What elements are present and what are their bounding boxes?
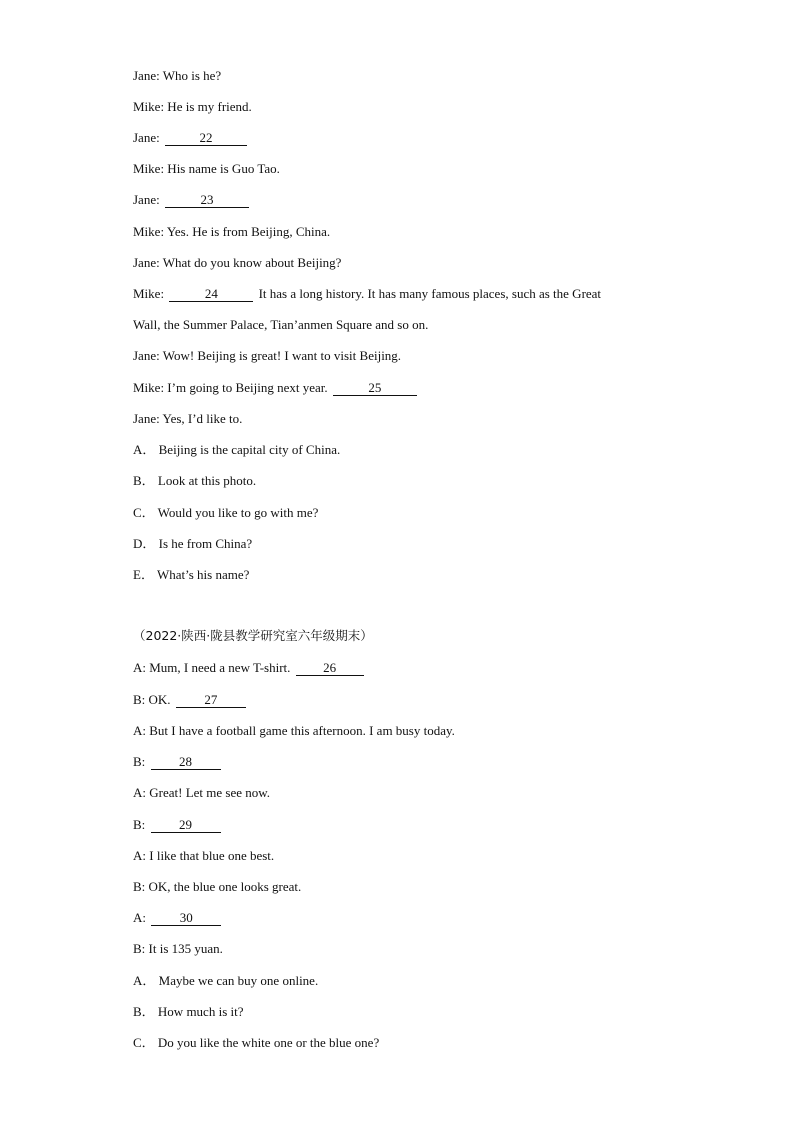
option-c: C． Would you like to go with me? (133, 505, 319, 520)
dialogue-line: Jane: Wow! Beijing is great! I want to visit Beijing. (133, 348, 402, 363)
option-b: B． How much is it? (133, 1004, 244, 1019)
answer-blank-23[interactable]: 23 (165, 193, 249, 208)
dialogue-line: B: It is 135 yuan. (133, 941, 223, 956)
speaker-label: A: (133, 910, 146, 925)
dialogue-line: Jane: What do you know about Beijing? (133, 255, 342, 270)
dialogue-line: Jane: Yes, I’d like to. (133, 411, 243, 426)
dialogue-line: Mike: Yes. He is from Beijing, China. (133, 224, 331, 239)
dialogue-text: It has a long history. It has many famous places, such as the Great (258, 286, 602, 301)
option-b: B． Look at this photo. (133, 473, 257, 488)
answer-blank-30[interactable]: 30 (151, 911, 221, 926)
option-a: A． Maybe we can buy one online. (133, 973, 319, 988)
dialogue-line: A: But I have a football game this afternoon. I am busy today. (133, 723, 455, 738)
answer-blank-25[interactable]: 25 (333, 381, 417, 396)
speaker-label: Mike: (133, 286, 165, 301)
answer-blank-29[interactable]: 29 (151, 818, 221, 833)
speaker-label: B: (133, 817, 146, 832)
dialogue-line: B: OK, the blue one looks great. (133, 879, 302, 894)
answer-blank-26[interactable]: 26 (296, 661, 364, 676)
answer-blank-22[interactable]: 22 (165, 131, 247, 146)
dialogue-line: Jane: Who is he? (133, 68, 222, 83)
dialogue-text: Mike: I’m going to Beijing next year. (133, 380, 328, 395)
dialogue-line-with-blank (133, 754, 223, 770)
option-d: D． Is he from China? (133, 536, 253, 551)
dialogue-line-with-blank (133, 692, 248, 708)
dialogue-text: A: Mum, I need a new T-shirt. (133, 660, 291, 675)
dialogue-line-with-blank (133, 380, 419, 396)
dialogue-line: Wall, the Summer Palace, Tian’anmen Square and so on. (133, 317, 429, 332)
dialogue-line-with-blank (133, 817, 223, 833)
dialogue-line: Mike: His name is Guo Tao. (133, 161, 280, 176)
dialogue-line-with-blank (133, 130, 249, 146)
dialogue-line: A: Great! Let me see now. (133, 785, 271, 800)
answer-blank-27[interactable]: 27 (176, 693, 246, 708)
option-e: E． What’s his name? (133, 567, 250, 582)
dialogue-line-with-blank (133, 192, 251, 208)
dialogue-line: A: I like that blue one best. (133, 848, 275, 863)
dialogue-line-with-blank (133, 286, 601, 302)
answer-blank-28[interactable]: 28 (151, 755, 221, 770)
dialogue-line-with-blank (133, 910, 223, 926)
option-a: A． Beijing is the capital city of China. (133, 442, 341, 457)
answer-blank-24[interactable]: 24 (169, 287, 253, 302)
dialogue-line-with-blank (133, 660, 366, 676)
option-c: C． Do you like the white one or the blue one? (133, 1035, 380, 1050)
speaker-label: Jane: (133, 130, 160, 145)
dialogue-text: B: OK. (133, 692, 171, 707)
dialogue-line: Mike: He is my friend. (133, 99, 252, 114)
section-heading: （2022·陕西·陇县教学研究室六年级期末） (133, 628, 373, 643)
speaker-label: B: (133, 754, 146, 769)
speaker-label: Jane: (133, 192, 160, 207)
